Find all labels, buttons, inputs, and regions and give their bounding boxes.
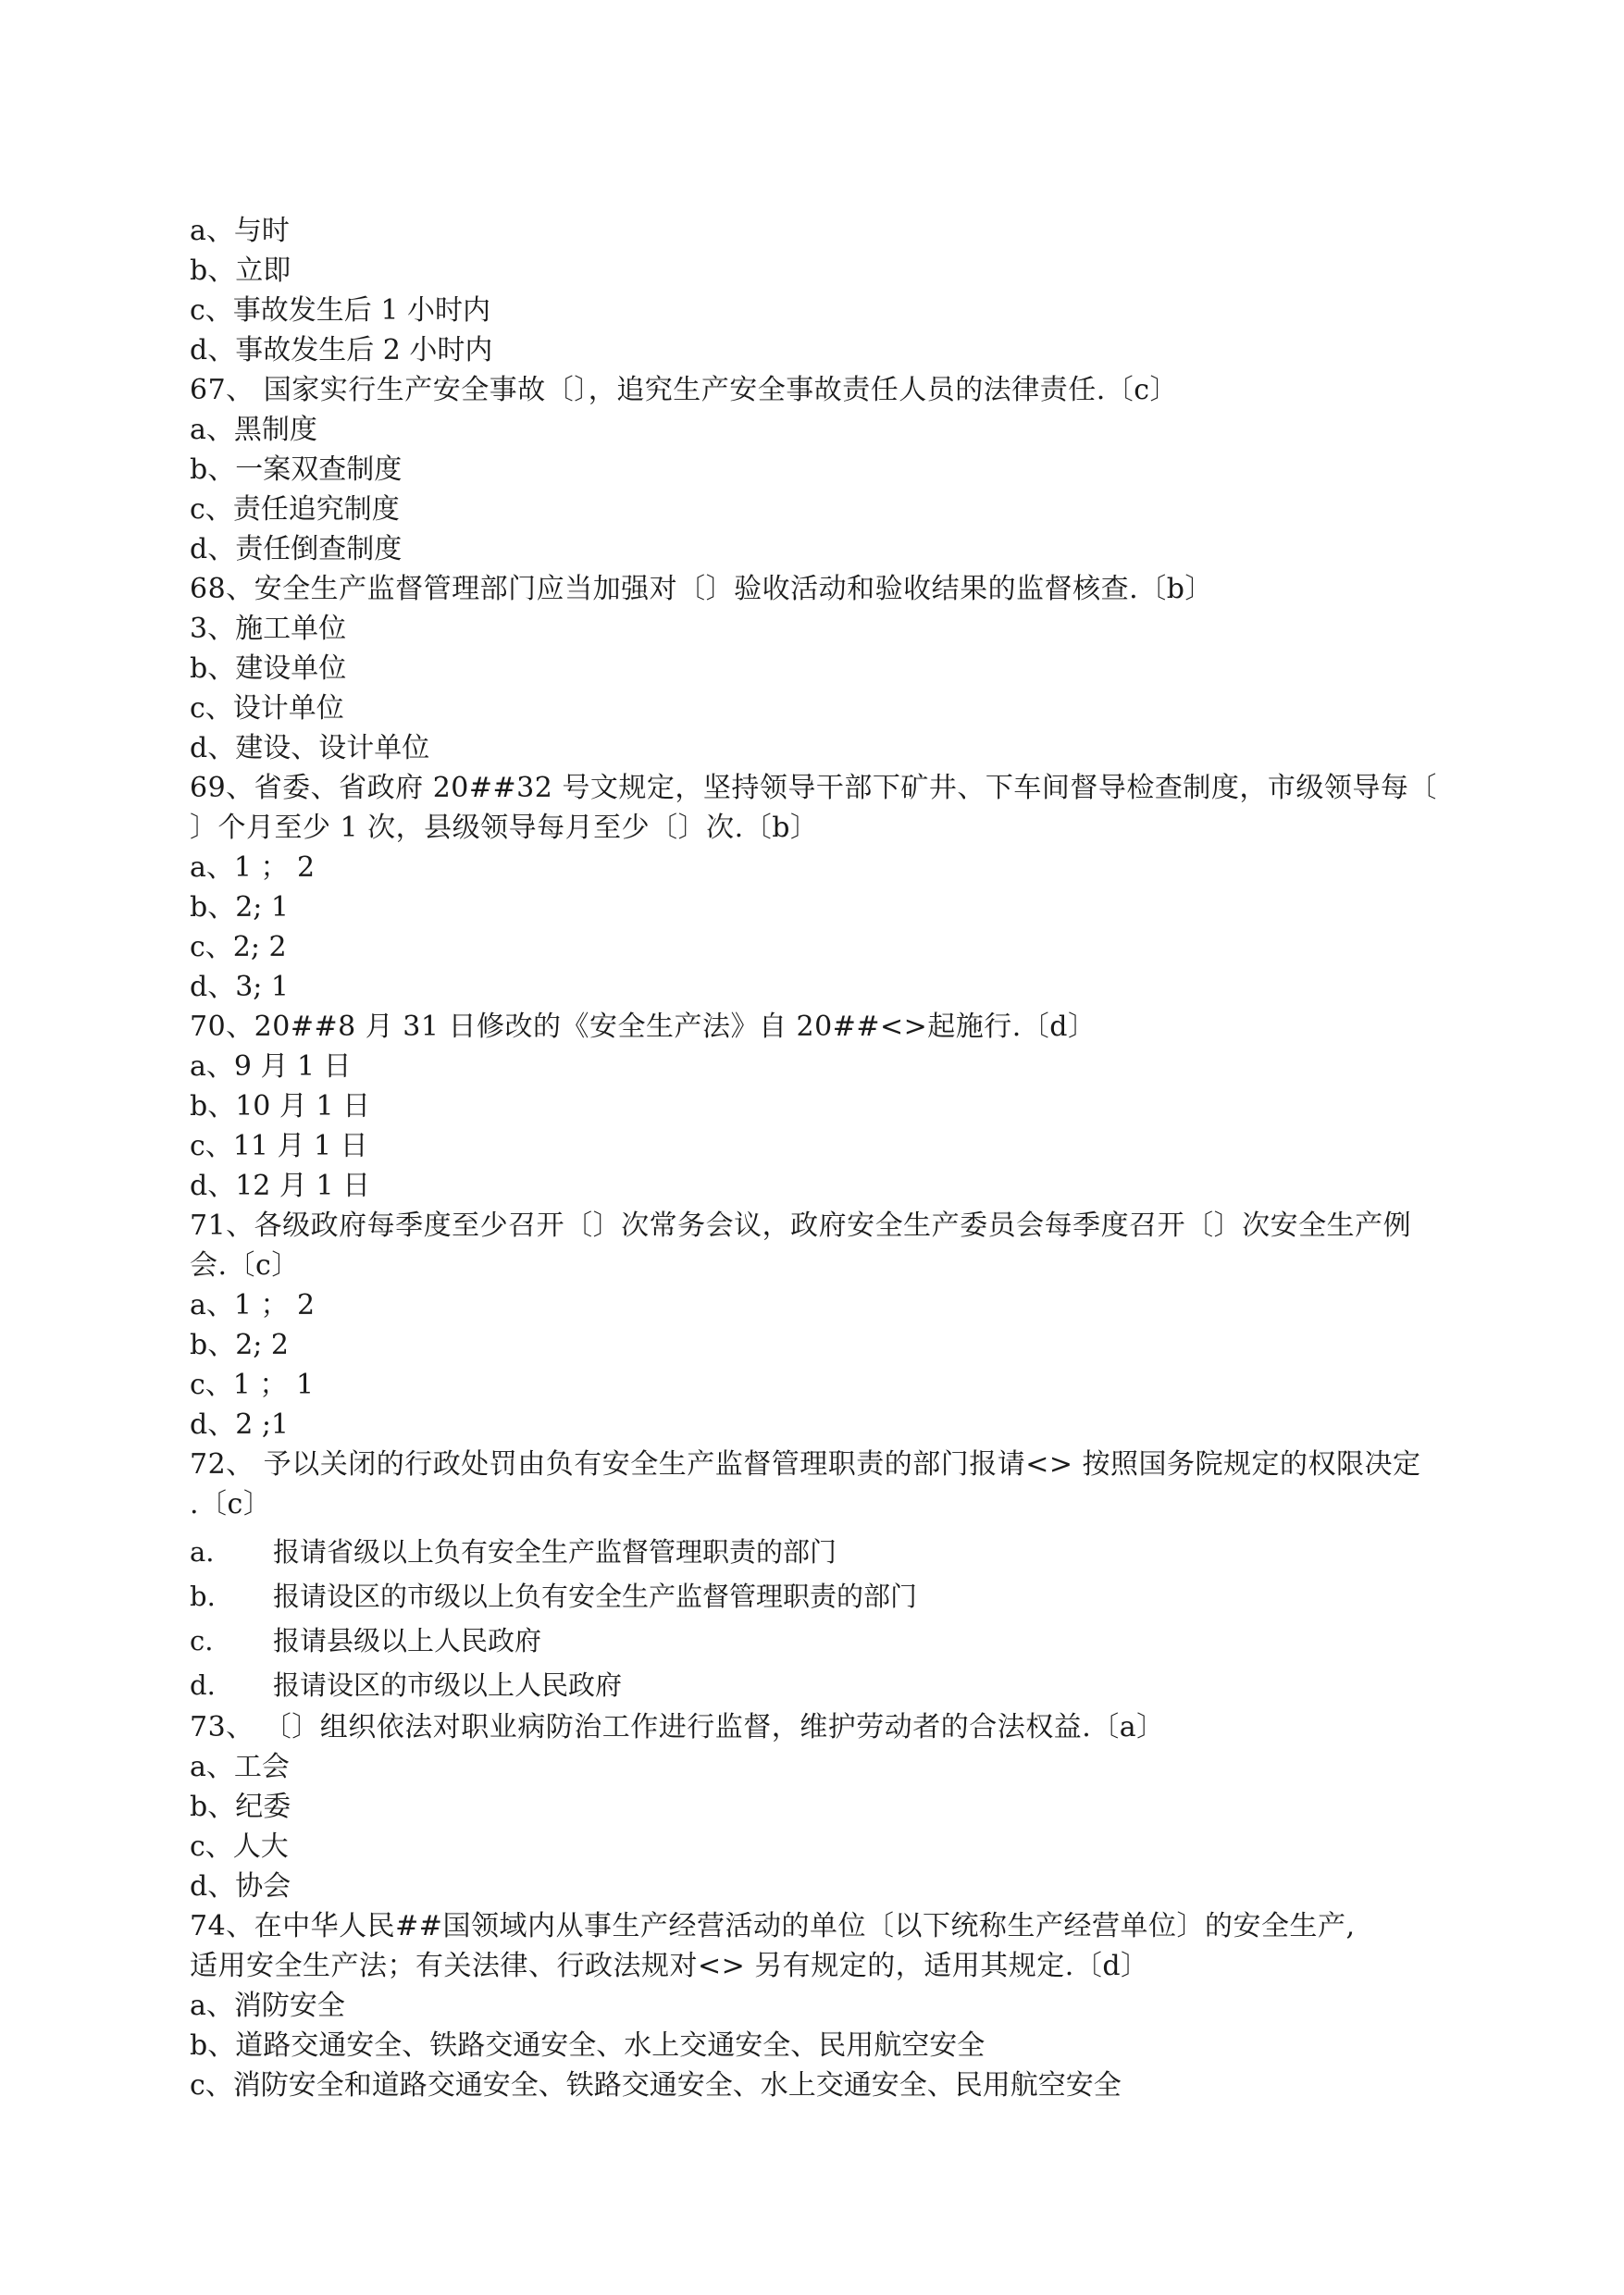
answer-option: a、消防安全: [190, 1990, 345, 2022]
question-text: 72、 予以关闭的行政处罚由负有安全生产监督管理职责的部门报请<> 按照国务院规定的权限决定: [190, 1448, 1421, 1481]
answer-option: d、建设、设计单位: [190, 732, 430, 764]
question-text: 73、 〔〕组织依法对职业病防治工作进行监督，维护劳动者的合法权益.〔a〕: [190, 1711, 1165, 1743]
question-text: 67、 国家实行生产安全事故〔〕，追究生产安全事故责任人员的法律责任.〔c〕: [190, 374, 1179, 406]
question-text: 74、在中华人民##国领域内从事生产经营活动的单位〔以下统称生产经营单位〕的安全生产,: [190, 1910, 1356, 1942]
answer-option: c、事故发生后 1 小时内: [190, 294, 490, 327]
question-text: 69、省委、省政府 20##32 号文规定，坚持领导干部下矿井、下车间督导检查制度，市级领导每〔: [190, 772, 1437, 804]
answer-option: c、人大: [190, 1830, 289, 1863]
question-section-a: [190, 211, 1448, 1524]
answer-option: a、1 ； 2: [190, 851, 316, 884]
question-text: 〕个月至少 1 次，县级领导每月至少〔〕次.〔b〕: [190, 812, 819, 844]
question-text: 会.〔c〕: [190, 1249, 300, 1282]
option-label: a.: [190, 1536, 215, 1568]
answer-option: d、3; 1: [190, 971, 290, 1003]
answer-option: b、建设单位: [190, 652, 347, 685]
option-label: d.: [190, 1669, 216, 1701]
question-section-b: [190, 1707, 1448, 2105]
answer-option: b、纪委: [190, 1791, 291, 1823]
answer-option: d、2 ;1: [190, 1408, 290, 1441]
option-label: c.: [190, 1625, 214, 1656]
question-text: 68、安全生产监督管理部门应当加强对〔〕验收活动和验收结果的监督核查.〔b〕: [190, 573, 1213, 605]
answer-option: b、10 月 1 日: [190, 1090, 371, 1123]
answer-option: d、12 月 1 日: [190, 1170, 371, 1202]
answer-option: [190, 1619, 1448, 1663]
question-text: 适用安全生产法；有关法律、行政法规对<> 另有规定的，适用其规定.〔d〕: [190, 1950, 1149, 1982]
answer-option: c、11 月 1 日: [190, 1130, 368, 1162]
option-label: b.: [190, 1581, 216, 1612]
option-text: 报请省级以上负有安全生产监督管理职责的部门: [273, 1536, 837, 1568]
answer-option: c、1 ； 1: [190, 1369, 315, 1401]
answer-option: d、责任倒查制度: [190, 533, 403, 565]
answer-option: d、协会: [190, 1870, 291, 1903]
answer-option: [190, 1574, 1448, 1619]
document-page: [190, 211, 1448, 2105]
answer-option: b、立即: [190, 254, 291, 287]
question-text: 71、各级政府每季度至少召开〔〕次常务会议，政府安全生产委员会每季度召开〔〕次安全生产例: [190, 1210, 1412, 1242]
answer-option: 3、施工单位: [190, 613, 347, 645]
answer-option: a、黑制度: [190, 414, 317, 446]
answer-option: [190, 1663, 1448, 1707]
option-text: 报请设区的市级以上负有安全生产监督管理职责的部门: [273, 1581, 918, 1612]
option-text: 报请县级以上人民政府: [273, 1625, 542, 1656]
question-text: .〔c〕: [190, 1488, 272, 1520]
question-72-options: [190, 1530, 1448, 1707]
question-text: 70、20##8 月 31 日修改的《安全生产法》自 20##<>起施行.〔d〕: [190, 1011, 1097, 1043]
answer-option: c、消防安全和道路交通安全、铁路交通安全、水上交通安全、民用航空安全: [190, 2069, 1122, 2102]
answer-option: a、9 月 1 日: [190, 1050, 352, 1083]
option-text: 报请设区的市级以上人民政府: [273, 1669, 623, 1701]
answer-option: a、与时: [190, 215, 290, 247]
answer-option: b、一案双查制度: [190, 453, 403, 486]
answer-option: [190, 1530, 1448, 1574]
answer-option: c、设计单位: [190, 692, 344, 725]
answer-option: a、工会: [190, 1751, 290, 1783]
answer-option: b、2; 2: [190, 1329, 290, 1361]
answer-option: a、1 ； 2: [190, 1289, 316, 1321]
answer-option: c、责任追究制度: [190, 493, 400, 526]
answer-option: b、道路交通安全、铁路交通安全、水上交通安全、民用航空安全: [190, 2029, 986, 2062]
answer-option: d、事故发生后 2 小时内: [190, 334, 493, 366]
answer-option: b、2; 1: [190, 891, 290, 924]
answer-option: c、2; 2: [190, 931, 287, 963]
